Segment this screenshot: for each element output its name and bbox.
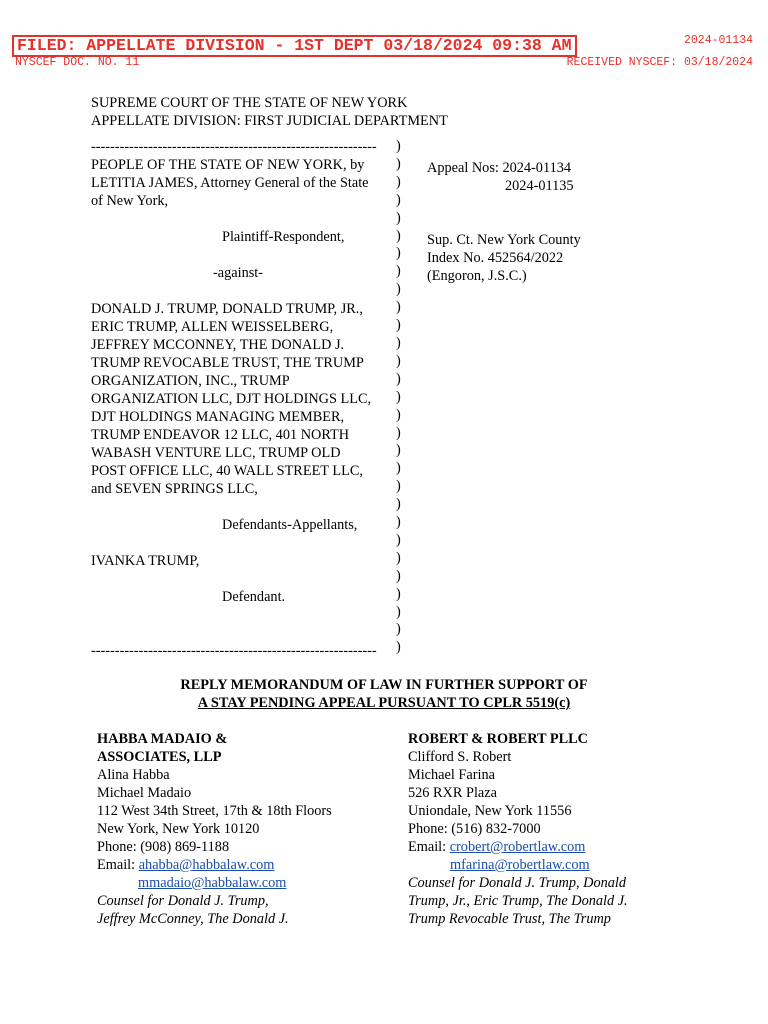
- caption-parenthesis: ): [396, 317, 401, 334]
- attorney-name: Michael Farina: [408, 767, 495, 783]
- court-line-2: APPELLATE DIVISION: FIRST JUDICIAL DEPARTMENT: [91, 113, 448, 129]
- court-heading: [91, 94, 448, 130]
- caption-parties: [91, 138, 391, 660]
- against-label: -against-: [213, 265, 264, 281]
- caption-parenthesis: ): [396, 621, 401, 638]
- defendant-line: TRUMP ENDEAVOR 12 LLC, 401 NORTH: [91, 427, 350, 443]
- email-label: Email:: [97, 857, 139, 873]
- counsel-role: Counsel for Donald J. Trump,: [97, 893, 269, 909]
- caption-parenthesis: ): [396, 424, 401, 441]
- defendants-role: Defendants-Appellants,: [222, 517, 358, 533]
- defendant-line: DJT HOLDINGS MANAGING MEMBER,: [91, 409, 345, 425]
- title-line-1: REPLY MEMORANDUM OF LAW IN FURTHER SUPPORT OF: [180, 677, 588, 693]
- defendant-line: and SEVEN SPRINGS LLC,: [91, 481, 258, 497]
- email-link[interactable]: mmadaio@habbalaw.com: [138, 875, 287, 891]
- plaintiff-line: of New York,: [91, 193, 169, 209]
- caption-parenthesis: ): [396, 585, 401, 602]
- plaintiff-line: PEOPLE OF THE STATE OF NEW YORK, by: [91, 157, 365, 173]
- caption-parenthesis: ): [396, 245, 401, 262]
- defendant-line: ORGANIZATION, INC., TRUMP: [91, 373, 290, 389]
- counsel-role: Trump, Jr., Eric Trump, The Donald J.: [408, 893, 628, 909]
- appeal-info: [427, 159, 581, 285]
- caption-parenthesis: ): [396, 388, 401, 405]
- caption-parenthesis: ): [396, 209, 401, 226]
- nyscef-doc-number: NYSCEF DOC. NO. 11: [15, 56, 140, 69]
- appeal-numbers: Appeal Nos: 2024-01134: [427, 160, 572, 176]
- caption-parenthesis: ): [396, 531, 401, 548]
- attorney-name: Alina Habba: [97, 767, 170, 783]
- counsel-role: Counsel for Donald J. Trump, Donald: [408, 875, 627, 891]
- caption-parenthesis: ): [396, 191, 401, 208]
- caption-parenthesis: ): [396, 281, 401, 298]
- address-line: Uniondale, New York 11556: [408, 803, 572, 819]
- caption-parenthesis: ): [396, 155, 401, 172]
- index-number: Index No. 452564/2022: [427, 250, 564, 266]
- defendant-line: JEFFREY MCCONNEY, THE DONALD J.: [91, 337, 345, 353]
- counsel-role: Trump Revocable Trust, The Trump: [408, 911, 611, 927]
- defendant-line: POST OFFICE LLC, 40 WALL STREET LLC,: [91, 463, 363, 479]
- court-line-1: SUPREME COURT OF THE STATE OF NEW YORK: [91, 95, 408, 111]
- email-link[interactable]: mfarina@robertlaw.com: [450, 857, 590, 873]
- caption-parenthesis: ): [396, 514, 401, 531]
- caption-parenthesis: ): [396, 334, 401, 351]
- defendant-line: ERIC TRUMP, ALLEN WEISSELBERG,: [91, 319, 334, 335]
- judge: (Engoron, J.S.C.): [427, 268, 527, 284]
- caption-parenthesis: ): [396, 549, 401, 566]
- firm-name-cont: ASSOCIATES, LLP: [97, 749, 222, 765]
- counsel-block-right: [408, 730, 628, 928]
- caption-parenthesis: ): [396, 460, 401, 477]
- received-date: RECEIVED NYSCEF: 03/18/2024: [566, 56, 753, 69]
- attorney-name: Michael Madaio: [97, 785, 192, 801]
- caption-parenthesis: ): [396, 567, 401, 584]
- email-link[interactable]: ahabba@habbalaw.com: [138, 857, 275, 873]
- phone: Phone: (516) 832-7000: [408, 821, 541, 837]
- address-line: New York, New York 10120: [97, 821, 260, 837]
- other-defendant: IVANKA TRUMP,: [91, 553, 200, 569]
- document-title: [0, 676, 768, 712]
- caption-parenthesis: ): [396, 478, 401, 495]
- caption-parenthesis-column: [396, 138, 401, 657]
- email-link[interactable]: crobert@robertlaw.com: [449, 839, 586, 855]
- defendant-line: TRUMP REVOCABLE TRUST, THE TRUMP: [91, 355, 364, 371]
- caption-parenthesis: ): [396, 406, 401, 423]
- email-label: Email:: [408, 839, 450, 855]
- firm-name: HABBA MADAIO &: [97, 731, 228, 747]
- caption-parenthesis: ): [396, 263, 401, 280]
- caption-parenthesis: ): [396, 603, 401, 620]
- address-line: 112 West 34th Street, 17th & 18th Floors: [97, 803, 332, 819]
- attorney-name: Clifford S. Robert: [408, 749, 512, 765]
- address-line: 526 RXR Plaza: [408, 785, 497, 801]
- caption-parenthesis: ): [396, 299, 401, 316]
- defendant-line: ORGANIZATION LLC, DJT HOLDINGS LLC,: [91, 391, 372, 407]
- phone: Phone: (908) 869-1188: [97, 839, 230, 855]
- defendant-line: DONALD J. TRUMP, DONALD TRUMP, JR.,: [91, 301, 363, 317]
- plaintiff-line: LETITIA JAMES, Attorney General of the State: [91, 175, 369, 191]
- case-number: 2024-01134: [683, 34, 753, 47]
- caption-parenthesis: ): [396, 442, 401, 459]
- firm-name: ROBERT & ROBERT PLLC: [408, 731, 588, 747]
- title-line-2: A STAY PENDING APPEAL PURSUANT TO CPLR 5519(c): [197, 695, 571, 711]
- appeal-number-2: 2024-01135: [505, 178, 574, 194]
- filed-stamp: FILED: APPELLATE DIVISION - 1ST DEPT 03/18/2024 09:38 AM: [12, 35, 577, 57]
- caption-parenthesis: ): [396, 227, 401, 244]
- lower-court: Sup. Ct. New York County: [427, 232, 581, 248]
- other-defendant-role: Defendant.: [222, 589, 286, 605]
- defendant-line: WABASH VENTURE LLC, TRUMP OLD: [91, 445, 341, 461]
- caption-parenthesis: ): [396, 173, 401, 190]
- caption-parenthesis: ): [396, 370, 401, 387]
- counsel-block-left: [97, 730, 332, 928]
- plaintiff-role: Plaintiff-Respondent,: [222, 229, 345, 245]
- caption-rule-bottom: ------------------------------------------------------------: [91, 643, 377, 659]
- caption-parenthesis: ): [396, 352, 401, 369]
- counsel-role: Jeffrey McConney, The Donald J.: [97, 911, 289, 927]
- caption-rule-top: ------------------------------------------------------------: [91, 139, 377, 155]
- caption-parenthesis: ): [396, 639, 401, 656]
- caption-parenthesis: ): [396, 138, 401, 154]
- caption-parenthesis: ): [396, 496, 401, 513]
